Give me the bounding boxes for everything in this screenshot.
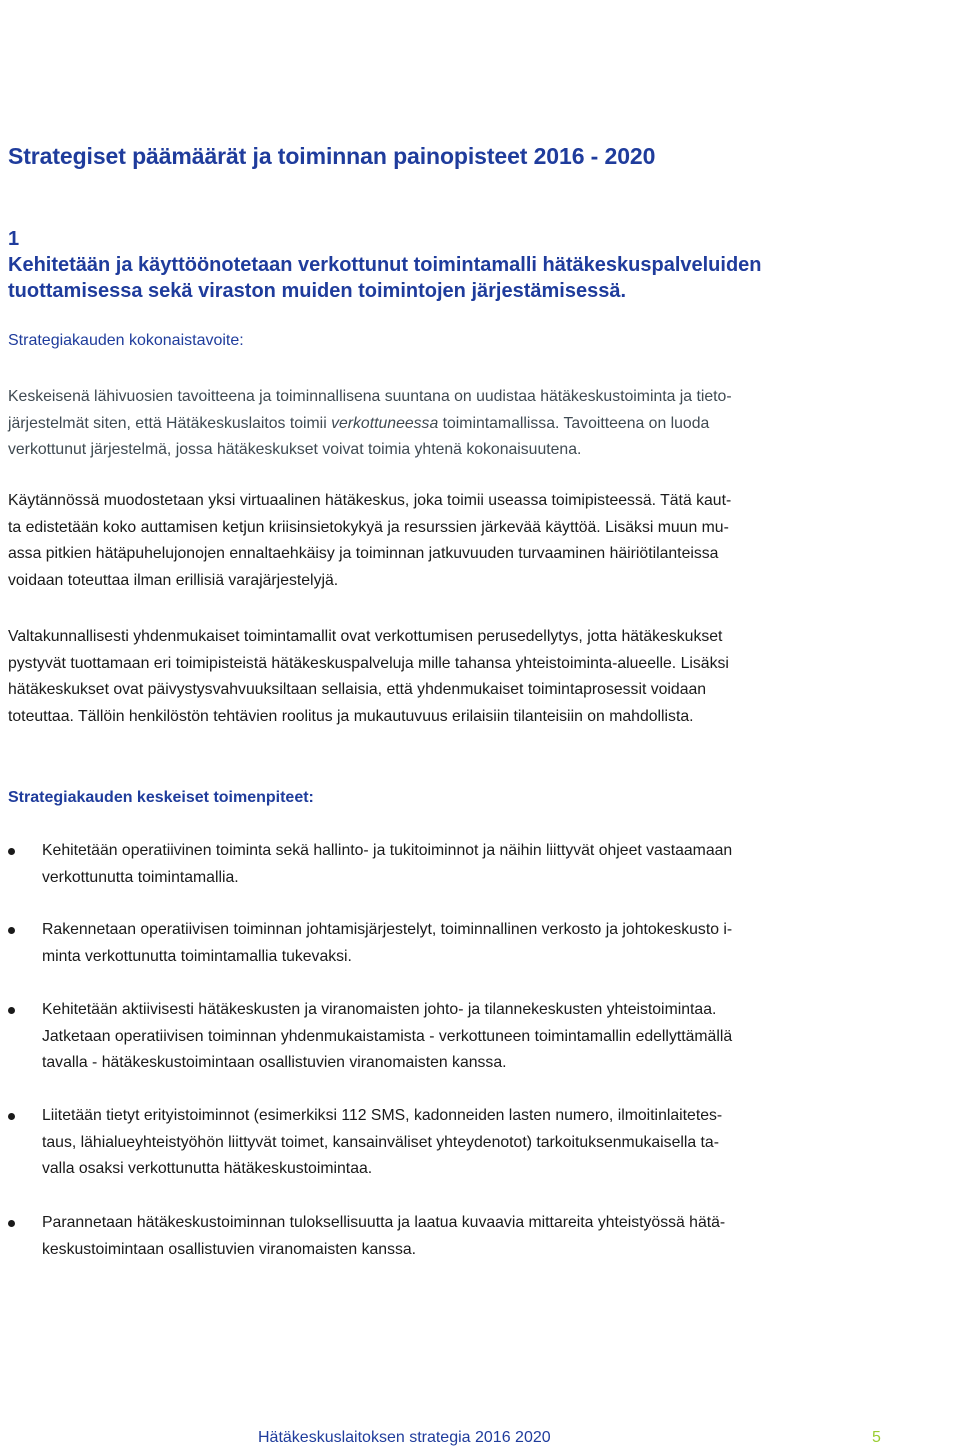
list-item-line: tavalla - hätäkeskustoimintaan osallistuvien viranomaisten kanssa.	[42, 1054, 507, 1071]
paragraph-line	[8, 411, 938, 438]
list-item-line: Liitetään tietyt erityistoiminnot (esimerkiksi 112 SMS, kadonneiden lasten numero, ilmoitinlaitetes-	[42, 1107, 723, 1124]
paragraph-line: ta edistetään koko auttamisen ketjun kriisinsietokykyä ja resurssien järkevää käyttöä. Lisäksi muun mu-	[8, 518, 729, 536]
list-item-line: Kehitetään operatiivinen toiminta sekä hallinto- ja tukitoiminnot ja näihin liittyvät ohjeet vastaamaan	[42, 842, 733, 859]
paragraph-line: toteuttaa. Tällöin henkilöstön tehtävien roolitus ja mukautuvuus erilaisiin tilanteisiin on mahdollista.	[8, 707, 694, 725]
paragraph-virtual-center	[8, 488, 938, 594]
paragraph-line: voidaan toteuttaa ilman erillisiä varajärjestelyjä.	[8, 571, 339, 589]
list-item-line: verkottunutta toimintamallia.	[42, 868, 239, 886]
list-item-line: Rakennetaan operatiivisen toiminnan johtamisjärjestelyt, toiminnallinen verkosto ja johtokeskusto i-	[42, 921, 733, 938]
paragraph-uniform-models	[8, 624, 938, 730]
list-item-line: valla osaksi verkottunutta hätäkeskustoimintaa.	[42, 1160, 373, 1177]
list-item-line: keskustoimintaan osallistuvien viranomaisten kanssa.	[42, 1240, 417, 1258]
goal-line: tuottamisessa sekä viraston muiden toimintojen järjestämisessä.	[8, 280, 627, 302]
measures-label: Strategiakauden keskeiset toimenpiteet:	[8, 789, 314, 806]
list-item-line: Parannetaan hätäkeskustoiminnan tuloksellisuutta ja laatua kuvaavia mittareita yhteistyössä hätä-	[42, 1214, 726, 1231]
page-title: Strategiset päämäärät ja toiminnan painopisteet 2016 - 2020	[8, 143, 656, 169]
list-item-line: minta verkottunutta toimintamallia tukevaksi.	[42, 947, 352, 965]
page-number: 5	[872, 1429, 881, 1446]
paragraph-line: hätäkeskukset ovat päivystysvahvuuksiltaan sellaisia, että yhdenmukaiset toimintaprosessit voidaan	[8, 681, 707, 698]
list-item-line: Kehitetään aktiivisesti hätäkeskusten ja viranomaisten johto- ja tilannekeskusten yhteistoimintaa.	[42, 1001, 717, 1018]
bullet-icon	[8, 1007, 15, 1014]
paragraph-overall-goal	[8, 384, 938, 464]
paragraph-line: Keskeisenä lähivuosien tavoitteena ja toiminnallisena suuntana on uudistaa hätäkeskustoiminta ja tieto-	[8, 388, 732, 405]
paragraph-line: pystyvät tuottamaan eri toimipisteistä hätäkeskuspalveluja mille tahansa yhteistoiminta-alueelle. Lisäksi	[8, 654, 729, 672]
text-run: toimintamallissa. Tavoitteena on luoda	[438, 414, 710, 432]
paragraph-line: assa pitkien hätäpuhelujonojen ennaltaehkäisy ja toiminnan jatkuvuuden turvaaminen häiriötilanteissa	[8, 545, 719, 562]
text-run: järjestelmät siten, että Hätäkeskuslaitos toimii	[8, 414, 332, 432]
overall-goal-label: Strategiakauden kokonaistavoite:	[8, 332, 244, 349]
list-item-line: Jatketaan operatiivisen toiminnan yhdenmukaistamista - verkottuneen toimintamallin edellyttämällä	[42, 1027, 733, 1045]
footer-text: Hätäkeskuslaitoksen strategia 2016 2020	[258, 1429, 551, 1446]
paragraph-line: Valtakunnallisesti yhdenmukaiset toimintamallit ovat verkottumisen perusedellytys, jotta hätäkeskukset	[8, 628, 723, 645]
goal-line: Kehitetään ja käyttöönotetaan verkottunut toimintamalli hätäkeskuspalveluiden	[8, 254, 762, 276]
bullet-icon	[8, 927, 15, 934]
paragraph-line: Käytännössä muodostetaan yksi virtuaalinen hätäkeskus, joka toimii useassa toimipisteessä. Tätä kaut-	[8, 492, 732, 509]
goal-number: 1	[8, 228, 20, 250]
list-item-line: taus, lähialueyhteistyöhön liittyvät toimet, kansainväliset yhteydenotot) tarkoituksenmukaisella ta-	[42, 1133, 719, 1151]
italic-term: verkottuneessa	[331, 414, 439, 432]
bullet-icon	[8, 848, 15, 855]
bullet-icon	[8, 1220, 15, 1227]
strategic-goal	[8, 226, 908, 304]
bullet-icon	[8, 1113, 15, 1120]
paragraph-line: verkottunut järjestelmä, jossa hätäkeskukset voivat toimia yhtenä kokonaisuutena.	[8, 441, 582, 458]
